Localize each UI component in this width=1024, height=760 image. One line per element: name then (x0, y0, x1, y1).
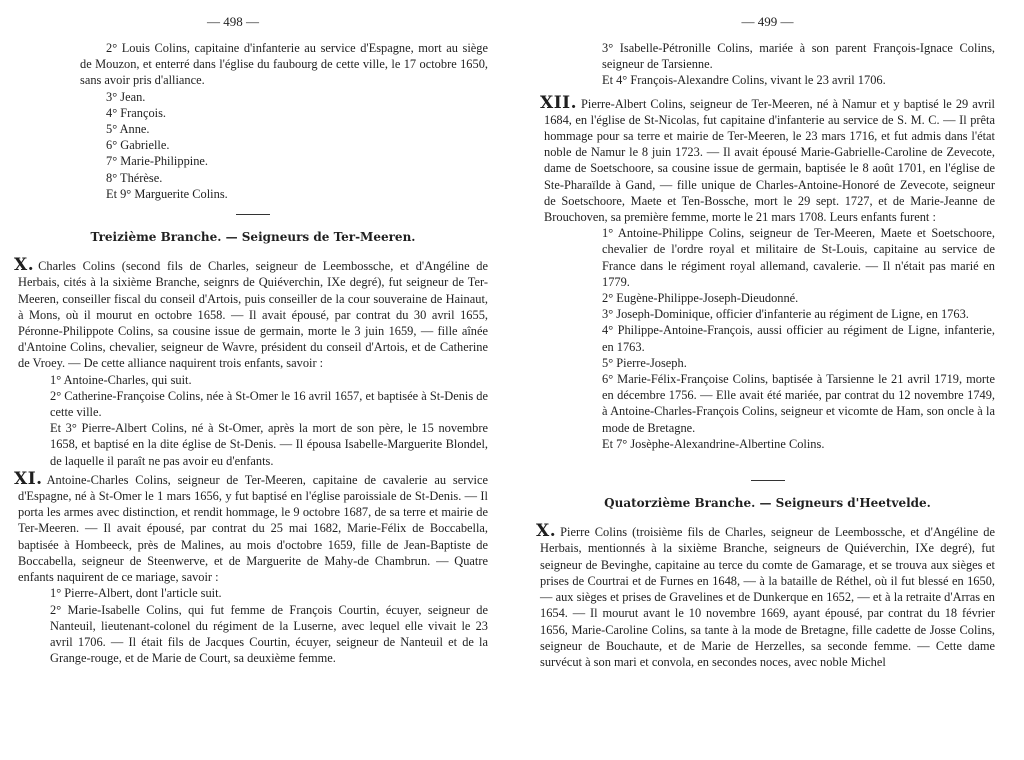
list-item: 5° Anne. (106, 122, 150, 137)
section-divider (751, 480, 785, 481)
generation-marker: X. (536, 521, 557, 542)
section-title-treizieme: Treizième Branche. — Seigneurs de Ter-Meeren. (90, 230, 416, 245)
generation-entry-x (14, 255, 488, 371)
section-title-quatorzieme: Quatorzième Branche. — Seigneurs d'Heetvelde. (604, 496, 931, 511)
page-number-left: — 498 — (207, 14, 259, 29)
section-divider (236, 214, 270, 215)
children-list-x (18, 372, 488, 469)
entry-text: Pierre Colins (troisième fils de Charles, seigneur de Leembossche, et d'Angéline de Herbais, mentionnés à la sixième Branche, seigneurs de Quiéverchin, IXe degré), fut seigneur de Bevinghe, capitaine au terce du comte de Gamarage, et se trouva aux sièges et prises de Courtrai et de Furnes en 1648, — à la bataille de Réthel, où il fut blessé en 1650, — aux sièges et prises de Gravelines et de Dunkerque en 1652, — et à la retraite d'Arras en 1654. — Il mourut avant le 10 novembre 1669, ayant épousé, par contrat du 18 février 1656, Marie-Caroline Colins, sa tante à la mode de Bretagne, fille cadette de Josse Colins, seigneur de Bouchaute, et de Marie de Herzelles, sa seconde femme. — Cette dame survécut à son mari et convola, en secondes noces, avec noble Michel (540, 525, 995, 669)
list-item: 2° Marie-Isabelle Colins, qui fut femme de François Courtin, écuyer, seigneur de Nanteuil, lieutenant-colonel du régiment de la Luserne, avec lequel elle vivait le 23 avril 1706. — Il était fils de Jacques Courtin, écuyer, seigneur de Nanteuil et de la Grange-rouge, et de Marie de Court, sa deuxième femme. (50, 602, 488, 666)
entry-text: Pierre-Albert Colins, seigneur de Ter-Meeren, né à Namur et y baptisé le 29 avril 1684, en l'église de St-Nicolas, fut capitaine d'infanterie au service de S. M. C. — Il prêta hommage pour sa terre et mairie de Ter-Meeren, le 23 mars 1716, et fut admis dans l'état noble de Namur le 8 juin 1723. — Il avait épousé Marie-Gabrielle-Caroline de Zevecote, dame de Soetschoore, sa cousine issue de germain, baptisée le 8 août 1701, en l'église de Ste-Pharaïlde à Gand, — fille unique de Charles-Antoine-Honoré de Zevecote, seigneur de Soetschoore, Maete et Ten-Bossche, mort le 29 sept. 1727, et de Marie-Jeanne de Brouchoven, sa première femme, morte le 21 mars 1708. Leurs enfants furent : (544, 96, 995, 225)
left-page (14, 0, 488, 760)
list-item: 5° Pierre-Joseph. (602, 355, 687, 370)
generation-marker: XI. (14, 468, 43, 489)
list-item: 3° Isabelle-Pétronille Colins, mariée à son parent François-Ignace Colins, seigneur de Tarsienne. (602, 41, 995, 72)
page-number-right: — 499 — (741, 14, 794, 29)
continuation-list-left (18, 40, 488, 202)
left-page-body (14, 40, 488, 666)
continuation-list-right (540, 40, 995, 89)
right-page-body (536, 40, 995, 670)
list-item: 3° Jean. (106, 89, 146, 104)
list-item: 2° Catherine-Françoise Colins, née à St-Omer le 16 avril 1657, et baptisée à St-Denis de cette ville. (50, 388, 488, 420)
generation-marker: X. (14, 255, 35, 276)
right-page (536, 0, 995, 760)
list-item: 3° Joseph-Dominique, officier d'infanterie au régiment de Ligne, en 1763. (602, 307, 969, 322)
list-item: Et 9° Marguerite Colins. (106, 186, 228, 201)
list-item: Et 7° Josèphe-Alexandrine-Albertine Colins. (602, 436, 825, 451)
generation-entry-xi (14, 468, 488, 585)
generation-entry-xii (540, 92, 995, 226)
list-item: 2° Louis Colins, capitaine d'infanterie au service d'Espagne, mort au siège de Mouzon, et enterré dans l'église du faubourg de cette ville, le 17 octobre 1650, sans avoir pris d'alliance. (80, 41, 488, 88)
list-item: 8° Thérèse. (106, 170, 163, 185)
list-item: 1° Pierre-Albert, dont l'article suit. (50, 586, 222, 601)
generation-entry-x-right (536, 521, 995, 670)
list-item: Et 4° François-Alexandre Colins, vivant le 23 avril 1706. (602, 73, 886, 88)
list-item: 1° Antoine-Charles, qui suit. (50, 372, 192, 387)
list-item: 1° Antoine-Philippe Colins, seigneur de Ter-Meeren, Maete et Soetschoore, chevalier de l'ordre royal et militaire de St-Louis, capitaine au service de France dans le régiment royal allemand, cavalerie. — Il n'était pas marié en 1779. (602, 226, 995, 289)
list-item: 4° François. (106, 105, 167, 120)
entry-text: Charles Colins (second fils de Charles, seigneur de Leembossche, et d'Angéline de Herbais, cités à la sixième Branche, seignrs de Quiéverchin, IXe degré), fut seigneur de Ter-Meeren, conseiller fiscal du conseil d'Artois, puis conseiller de la cour souveraine de Hainaut, à Mons, où il mourut en octobre 1658. — Il avait épousé, par contrat du 30 avril 1655, Péronne-Philippote Colins, sa cousine issue de germain, morte le 3 juin 1659, — fille aînée d'Antoine Colins, chevalier, seigneur de Wavre, président du conseil d'Artois, et de Catherine de Vroey. — De cette alliance naquirent trois enfants, savoir : (18, 259, 488, 371)
list-item: Et 3° Pierre-Albert Colins, né à St-Omer, après la mort de son père, le 15 novembre 1658, et baptisé en la dite église de St-Denis. — Il épousa Isabelle-Marguerite Blondel, de laquelle il paraît ne pas avoir eu d'enfants. (50, 421, 488, 468)
list-item: 6° Gabrielle. (106, 138, 170, 153)
list-item: 6° Marie-Félix-Françoise Colins, baptisée à Tarsienne le 21 avril 1719, morte en décembre 1756. — Elle avait été mariée, par contrat du 12 novembre 1749, à Antoine-Charles-François Colins, seigneur et vicomte de Ham, son oncle à la mode de Bretagne. (602, 372, 995, 435)
children-list-xi (18, 585, 488, 666)
list-item: 4° Philippe-Antoine-François, aussi officier au régiment de Ligne, infanterie, en 1763. (602, 323, 995, 354)
list-item: 2° Eugène-Philippe-Joseph-Dieudonné. (602, 291, 799, 306)
entry-text: Antoine-Charles Colins, seigneur de Ter-Meeren, capitaine de cavalerie au service d'Espagne, né à St-Omer le 1 mars 1656, y fut baptisé en l'église paroissiale de St-Denis. — Il porta les armes avec distinction, et rendit hommage, le 9 octobre 1687, de sa terre et mairie de Ter-Meeren. — Il avait épousé, par contrat du 25 mai 1682, Marie-Félix de Boccabella, baptisée à Hombeeck, près de Malines, au mois d'octobre 1659, fille de Jean-Baptiste de Boccabella, seigneur de Steenwerve, et de Marguerite de Mahy-de Chambrun. — Quatre enfants naquirent de ce mariage, savoir : (18, 472, 488, 585)
children-list-xii (540, 225, 995, 452)
list-item: 7° Marie-Philippine. (106, 154, 208, 169)
generation-marker: XII. (540, 92, 578, 113)
